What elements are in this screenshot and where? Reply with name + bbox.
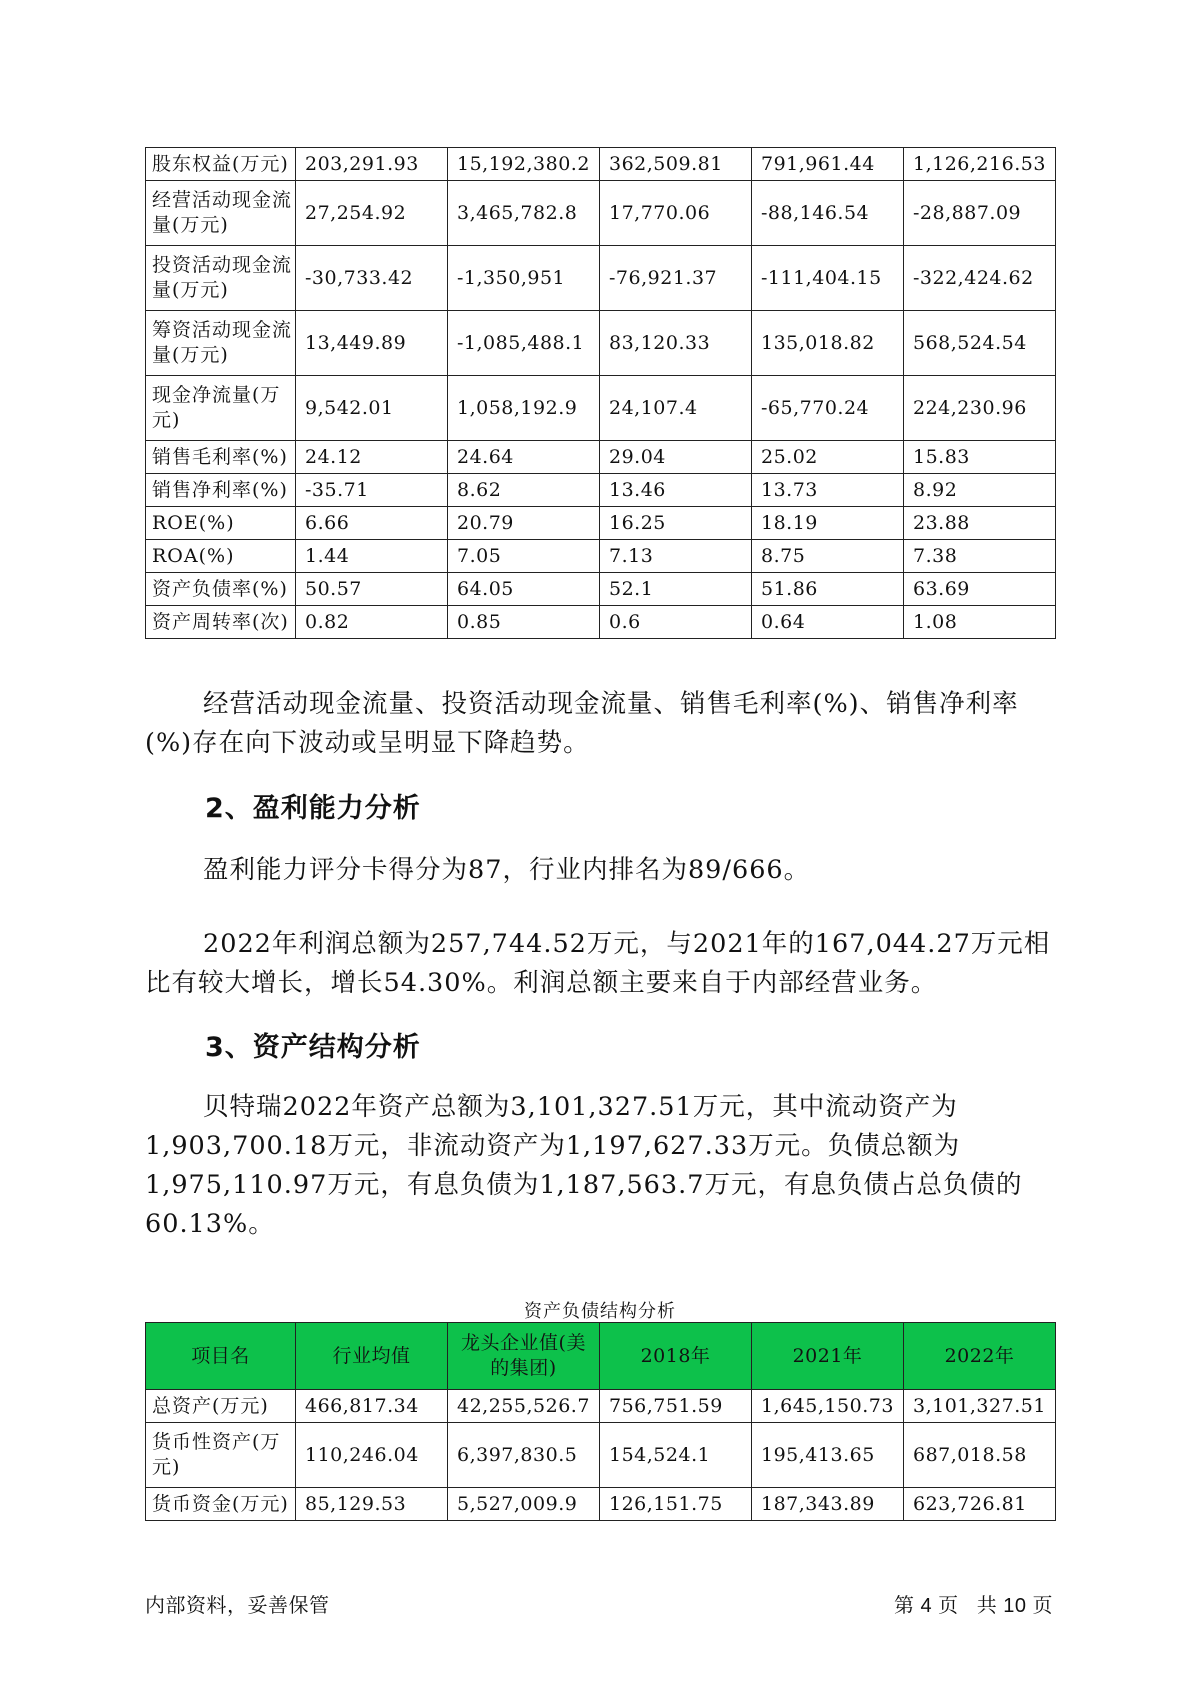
table-cell: -1,085,488.1 (448, 311, 600, 376)
table-cell: 154,524.1 (600, 1423, 752, 1488)
row-label: 销售毛利率(%) (146, 441, 296, 474)
row-label: ROA(%) (146, 540, 296, 573)
table-cell: 16.25 (600, 507, 752, 540)
table-row (146, 606, 1056, 639)
table-cell: 15,192,380.2 (448, 148, 600, 181)
page-number: 4 (920, 1595, 933, 1617)
table-row (146, 1390, 1056, 1423)
table-cell: 17,770.06 (600, 181, 752, 246)
table-cell: 756,751.59 (600, 1390, 752, 1423)
table-cell: 568,524.54 (904, 311, 1056, 376)
table-cell: 1.44 (296, 540, 448, 573)
table-cell: 51.86 (752, 573, 904, 606)
row-label: 股东权益(万元) (146, 148, 296, 181)
table-cell: 3,101,327.51 (904, 1390, 1056, 1423)
table-cell: 362,509.81 (600, 148, 752, 181)
table-cell: 0.6 (600, 606, 752, 639)
table-cell: -76,921.37 (600, 246, 752, 311)
table-cell: 1,126,216.53 (904, 148, 1056, 181)
table-cell: 20.79 (448, 507, 600, 540)
table-row (146, 181, 1056, 246)
table-cell: 13.46 (600, 474, 752, 507)
table-cell: 8.75 (752, 540, 904, 573)
table-cell: -28,887.09 (904, 181, 1056, 246)
table-row (146, 148, 1056, 181)
table-cell: 466,817.34 (296, 1390, 448, 1423)
table-cell: -322,424.62 (904, 246, 1056, 311)
table-cell: 27,254.92 (296, 181, 448, 246)
table-cell: 6.66 (296, 507, 448, 540)
page-prefix: 第 (894, 1595, 915, 1617)
total-suffix: 页 (1032, 1595, 1053, 1617)
total-pages: 10 (1003, 1595, 1027, 1617)
table-cell: 110,246.04 (296, 1423, 448, 1488)
table-row (146, 376, 1056, 441)
table-cell: 15.83 (904, 441, 1056, 474)
table-caption: 资产负债结构分析 (524, 1301, 676, 1322)
table-row (146, 246, 1056, 311)
table-cell: -1,350,951 (448, 246, 600, 311)
table-cell: 50.57 (296, 573, 448, 606)
column-header: 行业均值 (296, 1323, 448, 1390)
table-cell: 0.82 (296, 606, 448, 639)
table-header-row (146, 1323, 1056, 1390)
table-cell: 791,961.44 (752, 148, 904, 181)
table-cell: 23.88 (904, 507, 1056, 540)
table-row (146, 540, 1056, 573)
page-suffix: 页 (938, 1595, 959, 1617)
table-cell: 7.13 (600, 540, 752, 573)
table-cell: 1,645,150.73 (752, 1390, 904, 1423)
table-cell: 623,726.81 (904, 1488, 1056, 1521)
table-cell: 29.04 (600, 441, 752, 474)
profit-paragraph: 2022年利润总额为257,744.52万元，与2021年的167,044.27万元相比有较大增长，增长54.30%。利润总额主要来自于内部经营业务。 (145, 929, 1051, 998)
table-cell: 24.64 (448, 441, 600, 474)
table-cell: 7.38 (904, 540, 1056, 573)
row-label: 总资产(万元) (146, 1390, 296, 1423)
table-cell: 687,018.58 (904, 1423, 1056, 1488)
row-label: 货币性资产(万元) (146, 1423, 296, 1488)
table-cell: 1,058,192.9 (448, 376, 600, 441)
table-row (146, 441, 1056, 474)
table-cell: 8.62 (448, 474, 600, 507)
table-cell: 13,449.89 (296, 311, 448, 376)
table-cell: 7.05 (448, 540, 600, 573)
table-cell: 0.64 (752, 606, 904, 639)
row-label: 现金净流量(万元) (146, 376, 296, 441)
row-label: ROE(%) (146, 507, 296, 540)
asset-liability-table (145, 1322, 1056, 1521)
row-label: 资产负债率(%) (146, 573, 296, 606)
table-cell: 85,129.53 (296, 1488, 448, 1521)
table-cell: 135,018.82 (752, 311, 904, 376)
table-cell: -30,733.42 (296, 246, 448, 311)
table-cell: 42,255,526.7 (448, 1390, 600, 1423)
financial-indicators-table (145, 147, 1056, 639)
table-row (146, 507, 1056, 540)
column-header: 龙头企业值(美的集团) (448, 1323, 600, 1390)
row-label: 资产周转率(次) (146, 606, 296, 639)
table-row (146, 311, 1056, 376)
table-cell: 224,230.96 (904, 376, 1056, 441)
table-cell: 18.19 (752, 507, 904, 540)
table-cell: 52.1 (600, 573, 752, 606)
table-cell: -35.71 (296, 474, 448, 507)
table-cell: 9,542.01 (296, 376, 448, 441)
page-indicator (888, 1589, 1053, 1618)
table-cell: 195,413.65 (752, 1423, 904, 1488)
table-cell: 5,527,009.9 (448, 1488, 600, 1521)
table-cell: 126,151.75 (600, 1488, 752, 1521)
table-row (146, 474, 1056, 507)
score-paragraph: 盈利能力评分卡得分为87，行业内排名为89/666。 (203, 855, 811, 885)
table-cell: 8.92 (904, 474, 1056, 507)
row-label: 货币资金(万元) (146, 1488, 296, 1521)
column-header: 2021年 (752, 1323, 904, 1390)
table-cell: -111,404.15 (752, 246, 904, 311)
row-label: 销售净利率(%) (146, 474, 296, 507)
table-cell: 6,397,830.5 (448, 1423, 600, 1488)
total-prefix: 共 (976, 1595, 998, 1617)
table-cell: 187,343.89 (752, 1488, 904, 1521)
column-header: 2022年 (904, 1323, 1056, 1390)
table-row (146, 1488, 1056, 1521)
table-cell: -88,146.54 (752, 181, 904, 246)
asset-paragraph: 贝特瑞2022年资产总额为3,101,327.51万元，其中流动资产为1,903,700.18万元，非流动资产为1,197,627.33万元。负债总额为1,975,110.97万元，有息负债为1,187,563.7万元，有息负债占总负债的60.13%。 (145, 1092, 1023, 1239)
row-label: 投资活动现金流量(万元) (146, 246, 296, 311)
trend-paragraph: 经营活动现金流量、投资活动现金流量、销售毛利率(%)、销售净利率(%)存在向下波动或呈明显下降趋势。 (145, 689, 1019, 758)
table-cell: 83,120.33 (600, 311, 752, 376)
table-cell: 24,107.4 (600, 376, 752, 441)
table-cell: 203,291.93 (296, 148, 448, 181)
table-cell: 0.85 (448, 606, 600, 639)
section-heading-asset-structure: 3、资产结构分析 (205, 1032, 421, 1063)
table-cell: 13.73 (752, 474, 904, 507)
table-cell: 25.02 (752, 441, 904, 474)
table-cell: 63.69 (904, 573, 1056, 606)
column-header: 2018年 (600, 1323, 752, 1390)
table-row (146, 573, 1056, 606)
table-cell: -65,770.24 (752, 376, 904, 441)
row-label: 筹资活动现金流量(万元) (146, 311, 296, 376)
column-header: 项目名 (146, 1323, 296, 1390)
table-cell: 24.12 (296, 441, 448, 474)
section-heading-profitability: 2、盈利能力分析 (205, 793, 421, 824)
table-cell: 64.05 (448, 573, 600, 606)
table-cell: 1.08 (904, 606, 1056, 639)
table-cell: 3,465,782.8 (448, 181, 600, 246)
confidentiality-note: 内部资料，妥善保管 (145, 1595, 330, 1617)
row-label: 经营活动现金流量(万元) (146, 181, 296, 246)
table-row (146, 1423, 1056, 1488)
